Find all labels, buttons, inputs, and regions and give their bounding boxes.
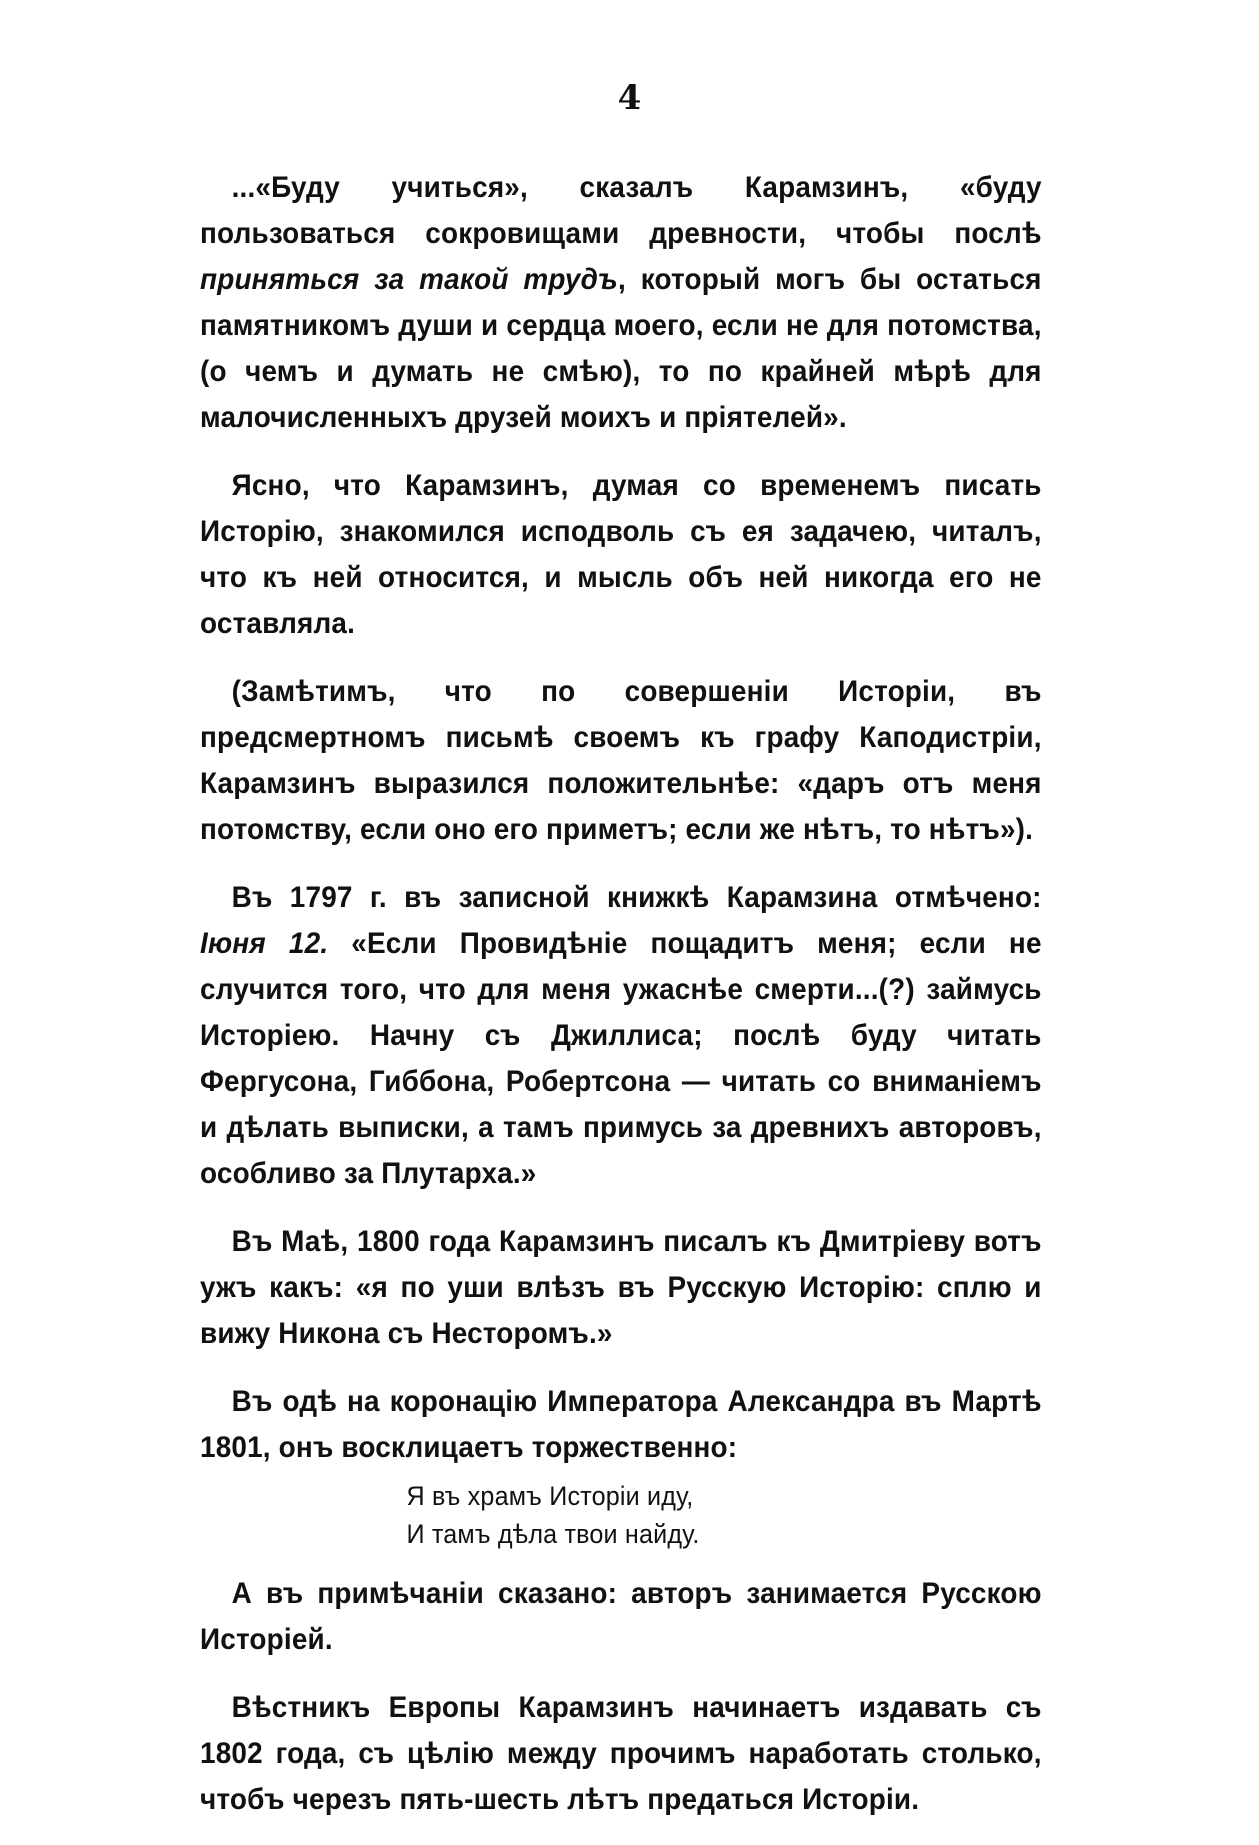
paragraph-5: Въ Маѣ, 1800 года Карамзинъ писалъ къ Дмитріеву вотъ ужъ какъ: «я по уши влѣзъ въ Русскую Исторію: сплю и вижу Никона съ Несторомъ.»	[200, 1225, 1042, 1350]
paragraph-1	[200, 165, 1042, 441]
paragraph-7: А въ примѣчаніи сказано: авторъ занимается Русскою Исторіей.	[200, 1577, 1042, 1656]
paragraph-4-end: «Если Провидѣніе пощадитъ меня; если не случится того, что для меня ужаснѣе смерти...(?) займусь Исторіею. Начну съ Джиллиса; послѣ буду читать Фергусона, Гиббона, Робертсона — читать со вниманіемъ и дѣлать выписки, а тамъ примусь за древнихъ авторовъ, особливо за Плутарха.»	[200, 927, 1042, 1190]
paragraph-3: (Замѣтимъ, что по совершеніи Исторіи, въ предсмертномъ письмѣ своемъ къ графу Каподистріи, Карамзинъ выразился положительнѣе: «даръ отъ меня потомству, если оно его приметъ; если же нѣтъ, то нѣтъ»).	[200, 675, 1042, 846]
paragraph-1-end: , который могъ бы остаться памятникомъ души и сердца моего, если не для потомства, (о чемъ и думать не смѣю), то по крайней мѣрѣ для малочисленныхъ друзей моихъ и пріятелей».	[200, 263, 1042, 434]
paragraph-4-start: Въ 1797 г. въ записной книжкѣ Карамзина отмѣчено:	[231, 881, 1042, 914]
paragraph-6: Въ одѣ на коронацію Императора Александра въ Мартѣ 1801, онъ восклицаетъ торжественно:	[200, 1385, 1042, 1464]
paragraph-4	[200, 875, 1042, 1197]
paragraph-8: Вѣстникъ Европы Карамзинъ начинаетъ издавать съ 1802 года, съ цѣлію между прочимъ наработать столько, чтобъ черезъ пять-шесть лѣтъ предаться Исторіи.	[200, 1691, 1042, 1816]
body-text	[200, 165, 1042, 1845]
verse-line-2: И тамъ дѣла твои найду.	[406, 1519, 700, 1549]
paragraph-1-italic: приняться за такой трудъ	[200, 263, 618, 296]
paragraph-1-start: ...«Буду учиться», сказалъ Карамзинъ, «буду пользоваться сокровищами древности, чтобы послѣ	[200, 171, 1042, 250]
verse-quote	[200, 1477, 1042, 1553]
verse-line-1: Я въ храмъ Исторіи иду,	[406, 1481, 694, 1511]
paragraph-4-italic-date: Іюня 12.	[200, 927, 329, 960]
page-number: 4	[617, 78, 642, 118]
paragraph-2: Ясно, что Карамзинъ, думая со временемъ писать Исторію, знакомился исподволь съ ея задачею, читалъ, что къ ней относится, и мысль объ ней никогда его не оставляла.	[200, 469, 1042, 640]
